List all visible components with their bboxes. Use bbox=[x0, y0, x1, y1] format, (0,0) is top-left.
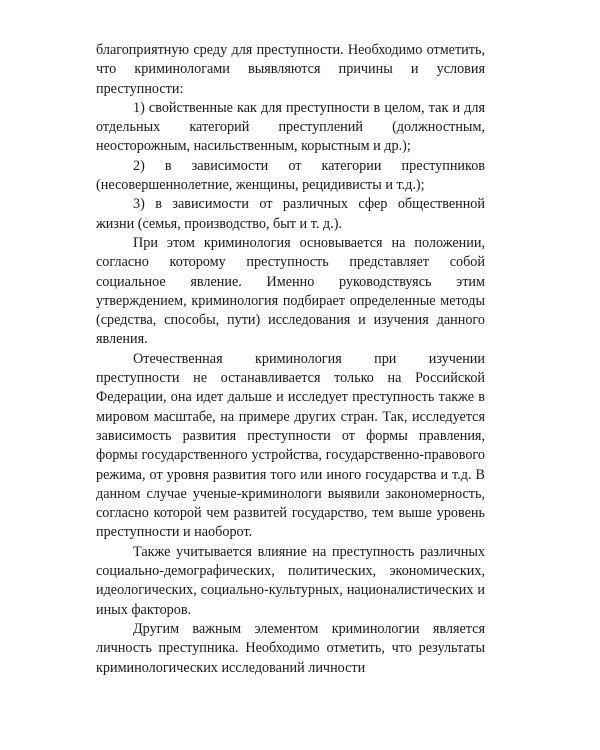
list-item-causes-spheres: 3) в зависимости от различных сфер общественной жизни (семья, производство, быт и т. д.). bbox=[96, 196, 485, 232]
list-item-causes-offenders: 2) в зависимости от категории преступников (несовершеннолетние, женщины, рецидивисты и т.д.); bbox=[96, 157, 485, 194]
paragraph-offender-personality: Другим важным элементом криминологии является личность преступника. Необходимо отметить, что результаты криминологических исследований личности bbox=[96, 620, 485, 676]
document-body bbox=[96, 41, 485, 678]
paragraph-factors: Также учитывается влияние на преступность различных социально-демографических, политических, экономических, идеологических, социально-культурных, националистических и иных факторов. bbox=[96, 543, 485, 618]
paragraph-social-phenomenon: При этом криминология основывается на положении, согласно которому преступность представляет собой социальное явление. Именно руководствуясь этим утверждением, криминология подбирает определенные методы (средства, способы, пути) исследования и изучения данного явления. bbox=[96, 234, 485, 348]
list-item-causes-general: 1) свойственные как для преступности в целом, так и для отдельных категорий преступлений (должностным, неосторожным, насильственным, корыстным и др.); bbox=[96, 99, 485, 155]
paragraph-domestic-criminology: Отечественная криминология при изучении преступности не останавливается только на Российской Федерации, она идет дальше и исследует преступность также в мировом масштабе, на примере других стран. Так, исследуется зависимость развития преступности от формы правления, формы государственного устройства, государственно-правового режима, от уровня развития того или иного государства и т.д. В данном случае ученые-криминологи выявили закономерность, согласно которой чем развитей государство, тем выше уровень преступности и наоборот. bbox=[96, 350, 485, 541]
paragraph-continuation: благоприятную среду для преступности. Необходимо отметить, что криминологами выявляются причины и условия преступности: bbox=[96, 42, 485, 97]
